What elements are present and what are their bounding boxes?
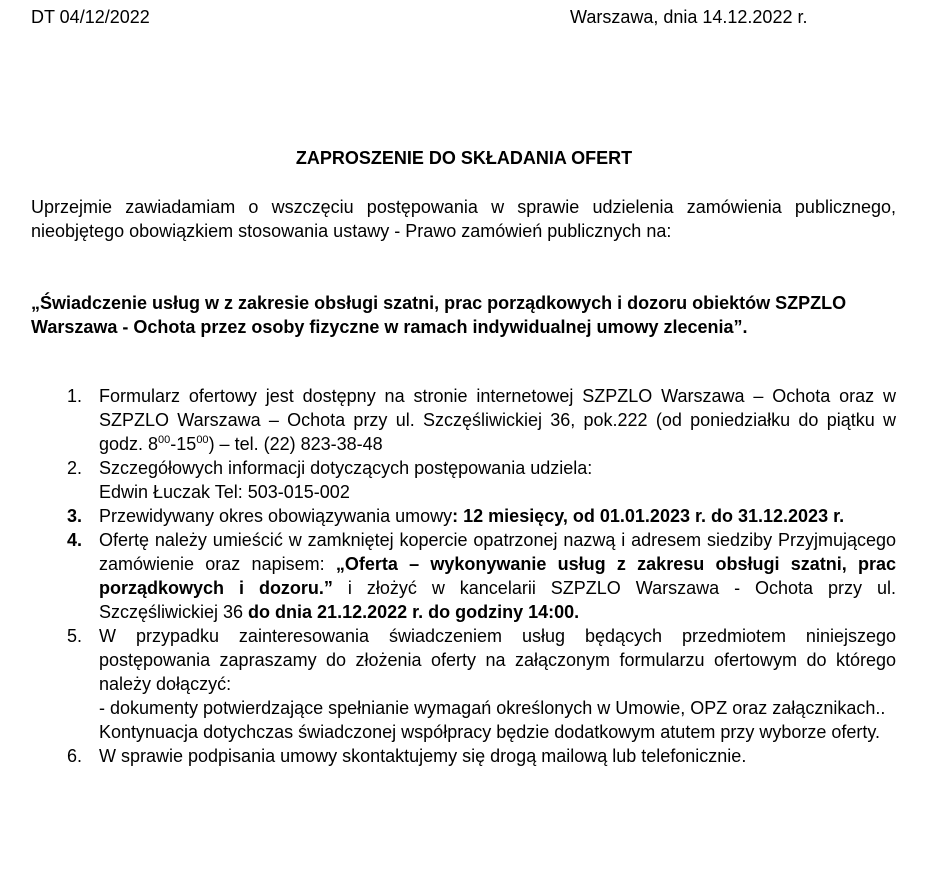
item-text: -15	[170, 434, 197, 454]
item-bold-text: : 12 miesięcy, od 01.01.2023 r. do 31.12.2023 r.	[452, 506, 845, 526]
list-item	[31, 504, 896, 528]
item-text: - dokumenty potwierdzające spełnianie wymagań określonych w Umowie, OPZ oraz załącznikach..	[99, 698, 886, 718]
list-number: 1.	[67, 386, 83, 406]
list-number: 5.	[67, 626, 83, 646]
intro-paragraph: Uprzejmie zawiadamiam o wszczęciu postępowania w sprawie udzielenia zamówienia publicznego, nieobjętego obowiązkiem stosowania ustawy - Prawo zamówień publicznych na:	[31, 197, 896, 241]
list-item	[31, 744, 896, 768]
item-text: i złożyć w kancelarii SZPZLO Warszawa - Ochota przy ul. Szczęśliwickiej 36	[99, 578, 896, 622]
item-text: ) – tel. (22) 823-38-48	[208, 434, 383, 454]
list-item	[31, 624, 896, 744]
document-title: ZAPROSZENIE DO SKŁADANIA OFERT	[295, 148, 633, 168]
list-number: 6.	[67, 746, 83, 766]
list-item	[31, 384, 896, 456]
list-item	[31, 528, 896, 624]
document-reference: DT 04/12/2022	[31, 7, 150, 27]
item-text: Przewidywany okres obowiązywania umowy	[99, 506, 453, 526]
subject-paragraph: „Świadczenie usług w z zakresie obsługi szatni, prac porządkowych i dozoru obiektów SZPZLO Warszawa - Ochota przez osoby fizyczne w ramach indywidualnej umowy zlecenia”.	[31, 293, 847, 337]
item-text: Kontynuacja dotychczas świadczonej współpracy będzie dodatkowym atutem przy wyborze oferty.	[99, 722, 881, 742]
superscript: 00	[196, 434, 209, 446]
item-text: Szczegółowych informacji dotyczących postępowania udziela:	[99, 458, 593, 478]
list-number: 3.	[67, 506, 83, 526]
item-bold-text: „Oferta – wykonywanie usług z zakresu obsługi szatni, prac porządkowych i dozoru.”	[99, 554, 896, 598]
place-and-date: Warszawa, dnia 14.12.2022 r.	[570, 7, 808, 27]
item-text: W przypadku zainteresowania świadczeniem usług będących przedmiotem niniejszego postępowania zapraszamy do złożenia oferty na załączonym formularzu ofertowym do którego należy dołączyć:	[99, 626, 896, 694]
item-text: Ofertę należy umieścić w zamkniętej kopercie opatrzonej nazwą i adresem siedziby Przyjmującego zamówienie oraz napisem:	[99, 530, 896, 574]
item-text: W sprawie podpisania umowy skontaktujemy się drogą mailową lub telefonicznie.	[99, 746, 747, 766]
numbered-list	[31, 384, 896, 768]
contact-line: Edwin Łuczak Tel: 503-015-002	[99, 482, 350, 502]
superscript: 00	[158, 434, 171, 446]
item-text: Formularz ofertowy jest dostępny na stronie internetowej SZPZLO Warszawa – Ochota oraz w SZPZLO Warszawa – Ochota przy ul. Szczęśliwickiej 36, pok.222 (od poniedziałku do piątku w godz. 8	[99, 386, 896, 454]
list-item	[31, 456, 896, 504]
list-number: 4.	[67, 530, 83, 550]
list-number: 2.	[67, 458, 83, 478]
item-bold-text: do dnia 21.12.2022 r. do godziny 14:00.	[248, 602, 580, 622]
